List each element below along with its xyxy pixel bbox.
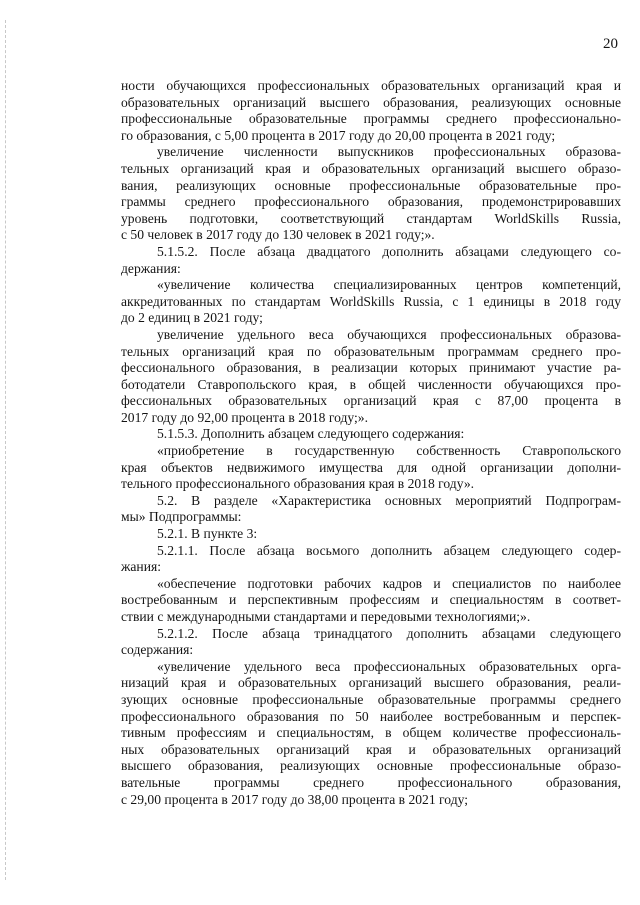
text-line: 5.2.1. В пункте 3: xyxy=(157,526,258,542)
text-line: профессионального образования по 50 наиболее востребованным и перспек- xyxy=(121,708,621,724)
text-line: 5.2.1.1. После абзаца восьмого дополнить абзацем следующего содер- xyxy=(157,542,621,558)
text-line: «обеспечение подготовки рабочих кадров и специалистов по наиболее xyxy=(157,575,621,591)
text-line: «увеличение удельного веса профессиональных образовательных орга- xyxy=(157,658,621,674)
text-line: 5.1.5.3. Дополнить абзацем следующего содержания: xyxy=(157,426,465,442)
paragraph xyxy=(121,144,621,244)
text-line: с 50 человек в 2017 году до 130 человек в 2021 году;». xyxy=(121,227,435,243)
paragraph xyxy=(121,426,621,443)
text-line: 5.2.1.2. После абзаца тринадцатого дополнить абзацами следующего xyxy=(157,625,621,641)
text-line: увеличение численности выпускников профессиональных образова- xyxy=(157,144,621,160)
text-line: профессиональные образовательные программы среднего профессионально- xyxy=(121,111,621,127)
text-line: увеличение удельного веса обучающихся профессиональных образова- xyxy=(157,326,621,342)
paragraph xyxy=(121,493,621,526)
text-line: го образования, с 5,00 процента в 2017 году до 20,00 процента в 2021 году; xyxy=(121,127,556,143)
text-line: фессионального образования, в реализации которых принимают участие ра- xyxy=(121,360,621,376)
document-body xyxy=(121,78,621,808)
text-line: вания, реализующих основные профессиональные образовательные про- xyxy=(121,177,621,193)
paragraph xyxy=(121,244,621,277)
text-line: уровень подготовки, соответствующий стандартам WorldSkills Russia, xyxy=(121,210,621,226)
paragraph xyxy=(121,659,621,808)
text-line: держания: xyxy=(121,260,181,276)
paragraph xyxy=(121,543,621,576)
paragraph xyxy=(121,576,621,626)
paragraph xyxy=(121,277,621,327)
text-line: края объектов недвижимого имущества для одной организации дополни- xyxy=(121,459,621,475)
text-line: тивным профессиям и специальностям, в общем количестве профессиональ- xyxy=(121,725,621,741)
text-line: с 29,00 процента в 2017 году до 38,00 процента в 2021 году; xyxy=(121,791,469,807)
text-line: аккредитованных по стандартам WorldSkills Russia, с 1 единицы в 2018 году xyxy=(121,293,621,309)
text-line: образовательных организаций высшего образования, реализующих основные xyxy=(121,94,621,110)
page-edge-line xyxy=(5,20,6,880)
text-line: жания: xyxy=(121,559,162,575)
text-line: мы» Подпрограммы: xyxy=(121,509,242,525)
text-line: тельного профессионального образования края в 2018 году». xyxy=(121,476,475,492)
text-line: вательные программы среднего профессионального образования, xyxy=(121,774,621,790)
text-line: востребованным и перспективным профессиям и специальностям в соответ- xyxy=(121,592,621,608)
paragraph xyxy=(121,443,621,493)
paragraph xyxy=(121,626,621,659)
text-line: высшего образования, реализующих основные профессиональные образо- xyxy=(121,758,621,774)
text-line: 5.1.5.2. После абзаца двадцатого дополнить абзацами следующего со- xyxy=(157,243,621,259)
page-number: 20 xyxy=(603,36,618,52)
text-line: тельных организаций края по образовательным программам среднего про- xyxy=(121,343,621,359)
text-line: низаций края и образовательных организаций высшего образования, реали- xyxy=(121,675,621,691)
paragraph xyxy=(121,78,621,144)
text-line: зующих основные профессиональные образовательные программы среднего xyxy=(121,691,621,707)
text-line: содержания: xyxy=(121,642,194,658)
text-line: 5.2. В разделе «Характеристика основных мероприятий Подпрограм- xyxy=(157,492,621,508)
text-line: ности обучающихся профессиональных образовательных организаций края и xyxy=(121,78,621,93)
text-line: 2017 году до 92,00 процента в 2018 году;». xyxy=(121,409,368,425)
text-line: ботодатели Ставропольского края, в общей численности обучающихся про- xyxy=(121,376,621,392)
text-line: ствии с международными стандартами и передовыми технологиями;». xyxy=(121,609,531,624)
text-line: граммы среднего профессионального образования, продемонстрировавших xyxy=(121,194,621,210)
paragraph xyxy=(121,526,621,543)
text-line: тельных организаций края и образовательных организаций высшего образо- xyxy=(121,160,621,176)
text-line: фессиональных образовательных организаций края с 87,00 процента в xyxy=(121,393,621,409)
text-line: ных образовательных организаций края и образовательных организаций xyxy=(121,741,621,757)
text-line: «увеличение количества специализированных центров компетенций, xyxy=(157,277,621,293)
paragraph xyxy=(121,327,621,427)
text-line: «приобретение в государственную собственность Ставропольского xyxy=(157,443,621,459)
text-line: до 2 единиц в 2021 году; xyxy=(121,310,263,326)
